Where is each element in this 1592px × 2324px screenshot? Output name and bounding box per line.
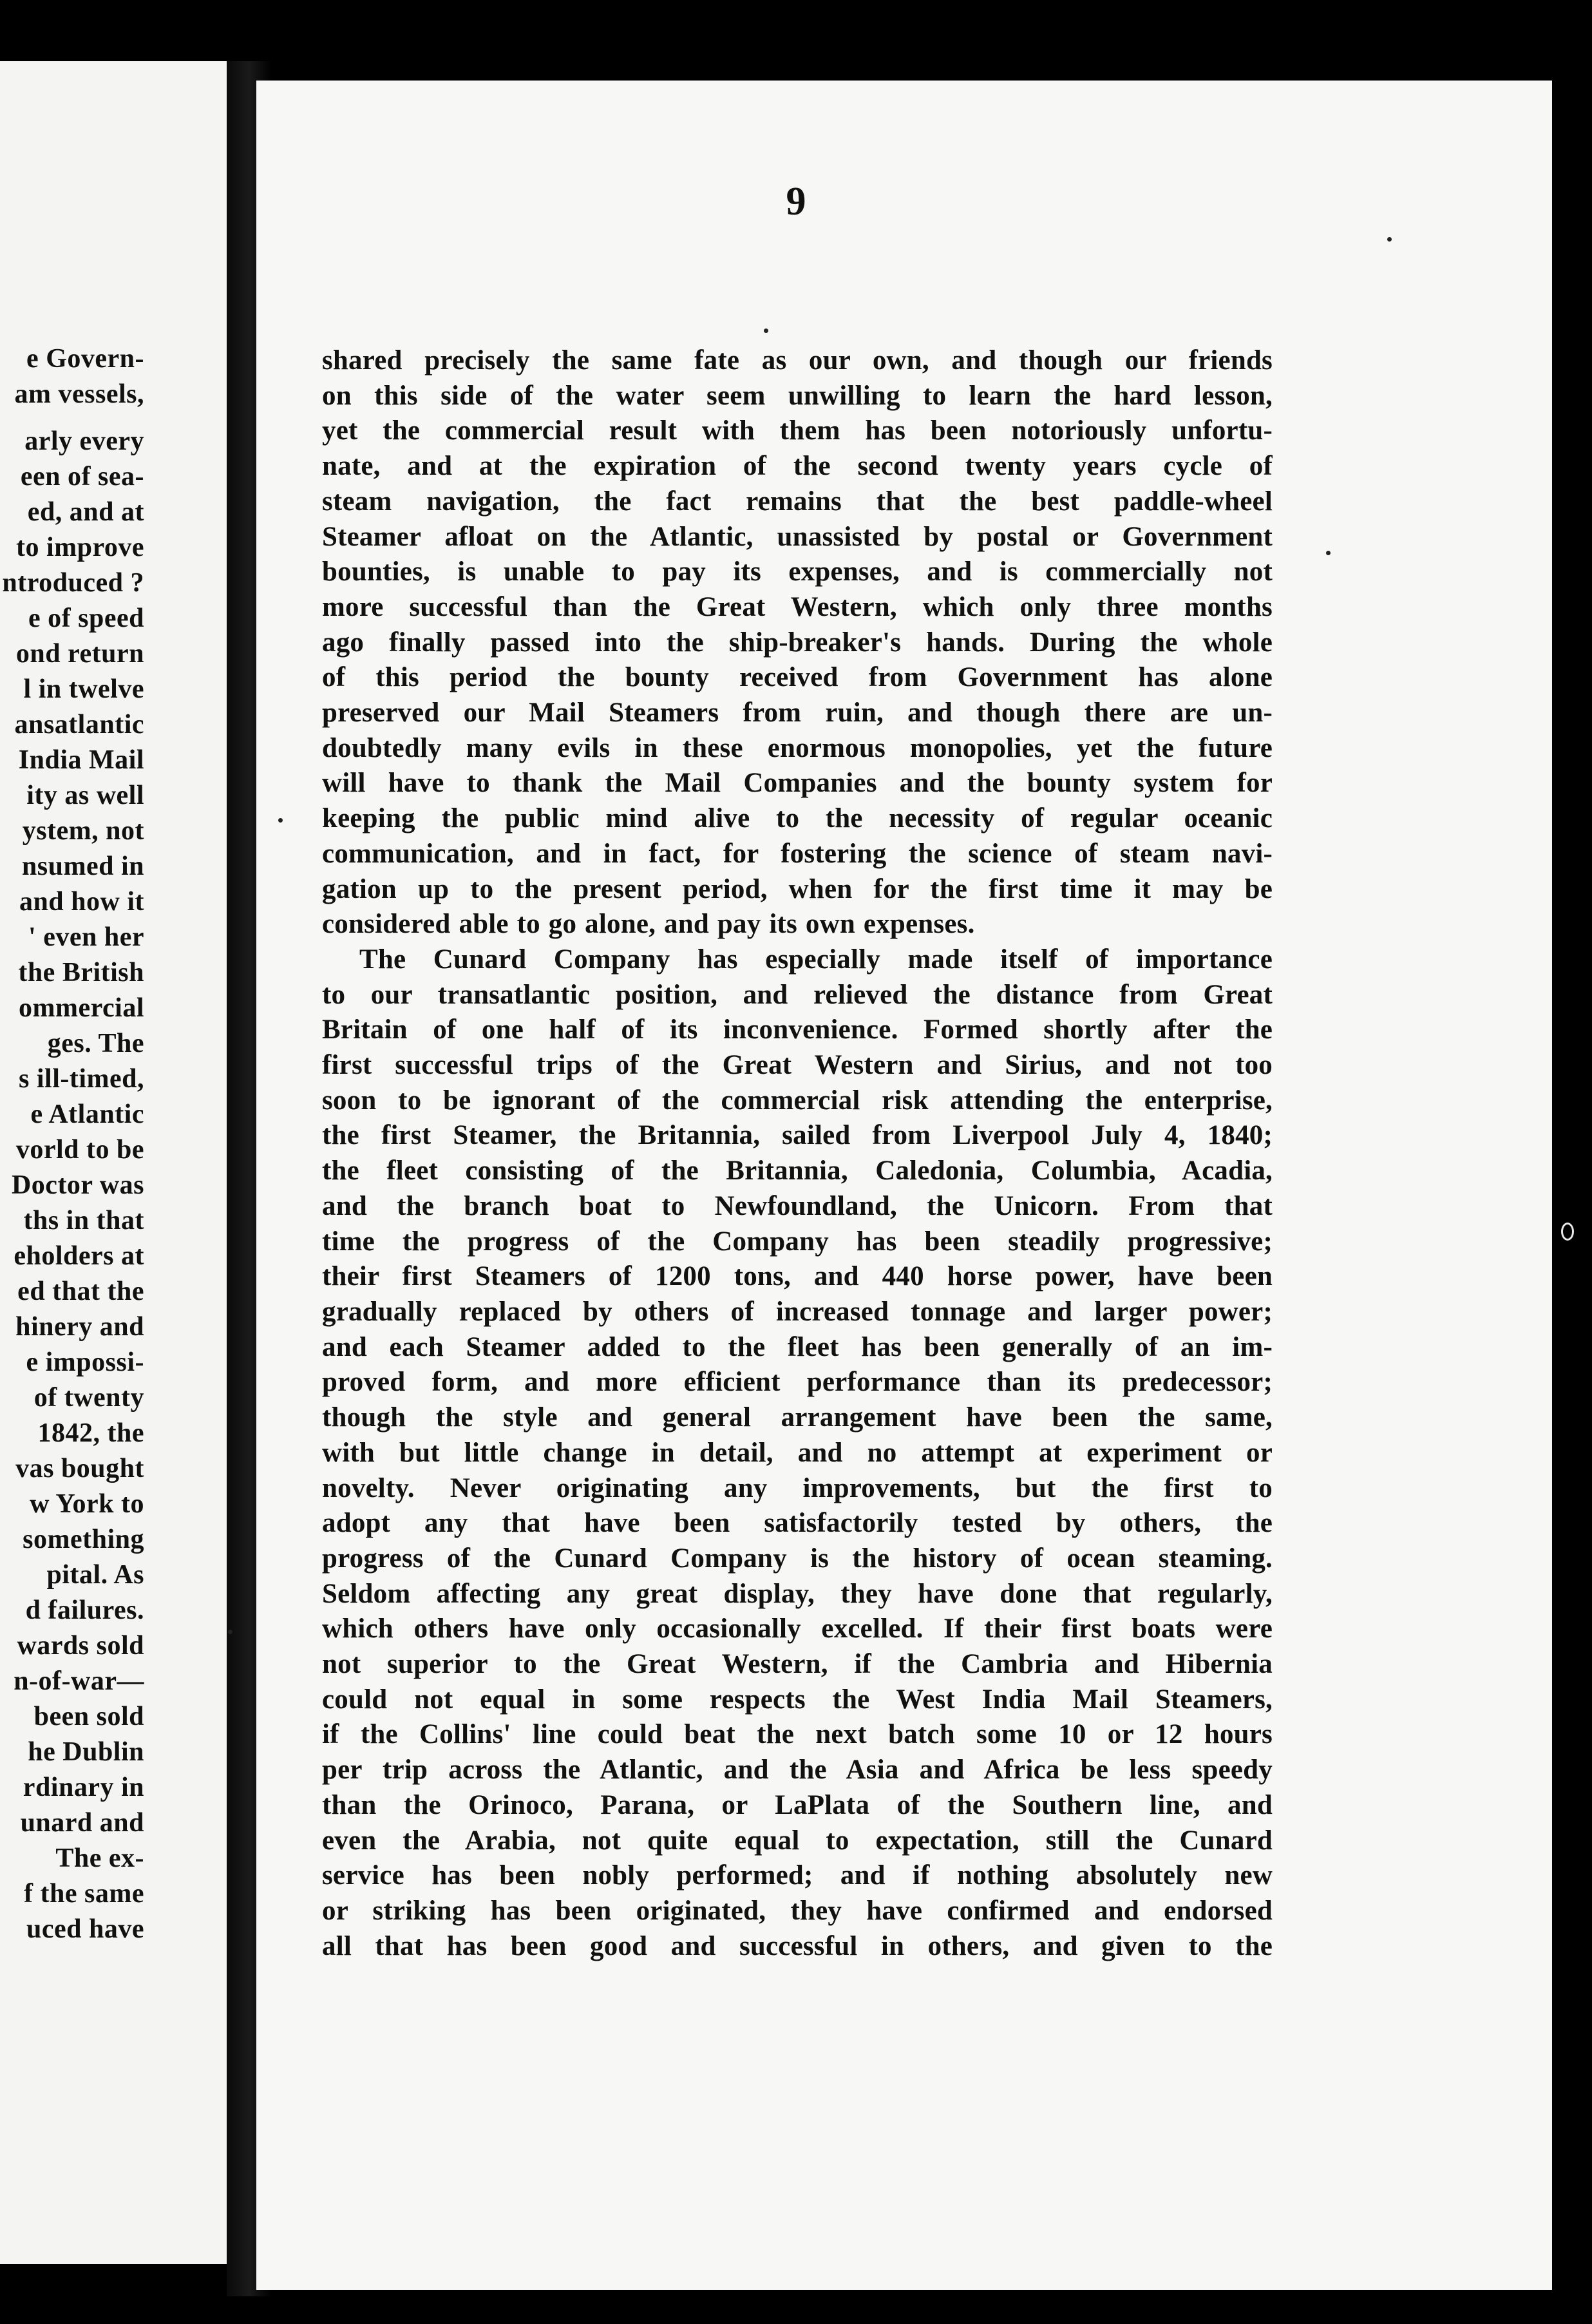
left-line: f the same: [24, 1879, 144, 1909]
left-line: eholders at: [14, 1241, 144, 1271]
left-line: arly every: [24, 426, 144, 456]
left-line: e impossi-: [26, 1348, 144, 1377]
text-line: progress of the Cunard Company is the history of ocean steaming.: [322, 1543, 1273, 1574]
left-line: something: [23, 1525, 144, 1554]
text-line: adopt any that have been satisfactorily tested by others, the: [322, 1508, 1273, 1539]
left-line: and how it: [19, 887, 144, 917]
text-line: Britain of one half of its inconvenience. Formed shortly after the: [322, 1014, 1273, 1045]
text-line: The Cunard Company has especially made itself of importance: [359, 944, 1273, 975]
left-line: been sold: [33, 1702, 144, 1731]
left-line: d failures.: [25, 1595, 144, 1625]
text-line: shared precisely the same fate as our own, and though our friends: [322, 345, 1273, 376]
left-line: India Mail: [18, 745, 144, 775]
left-line: ond return: [15, 639, 144, 669]
left-line: the British: [18, 958, 144, 987]
left-page-fragment: [0, 61, 227, 2264]
ink-speck: [278, 818, 283, 823]
left-line: e Govern-: [26, 344, 144, 374]
left-line: unard and: [20, 1808, 144, 1838]
text-line: soon to be ignorant of the commercial risk attending the enterprise,: [322, 1085, 1273, 1116]
left-line: vorld to be: [15, 1135, 144, 1165]
left-line: ntroduced ?: [2, 568, 144, 598]
left-line: ity as well: [26, 781, 144, 810]
text-line: gation up to the present period, when for the first time it may be: [322, 873, 1273, 904]
left-line: een of sea-: [20, 462, 144, 491]
left-line: ges. The: [47, 1029, 144, 1058]
left-line: he Dublin: [28, 1737, 144, 1767]
ink-speck: [1387, 237, 1392, 242]
text-line: novelty. Never originating any improvements, but the first to: [322, 1472, 1273, 1503]
text-line: to our transatlantic position, and relieved the distance from Great: [322, 979, 1273, 1010]
text-line: all that has been good and successful in others, and given to the: [322, 1930, 1273, 1961]
left-line: n-of-war—: [14, 1666, 144, 1696]
text-line: and the branch boat to Newfoundland, the Unicorn. From that: [322, 1190, 1273, 1221]
page-number: 9: [786, 180, 806, 224]
left-line: e Atlantic: [30, 1100, 144, 1129]
left-line: to improve: [15, 533, 144, 562]
text-line: and each Steamer added to the fleet has been generally of an im-: [322, 1331, 1273, 1362]
text-line: per trip across the Atlantic, and the Asia and Africa be less speedy: [322, 1755, 1273, 1786]
text-line: could not equal in some respects the West India Mail Steamers,: [322, 1684, 1273, 1715]
left-line: w York to: [30, 1489, 144, 1519]
left-line: of twenty: [33, 1383, 144, 1413]
text-line: bounties, is unable to pay its expenses, and is commercially not: [322, 557, 1273, 587]
text-line: even the Arabia, not quite equal to expectation, still the Cunard: [322, 1825, 1273, 1856]
text-line: nate, and at the expiration of the second twenty years cycle of: [322, 451, 1273, 482]
text-line: the fleet consisting of the Britannia, Caledonia, Columbia, Acadia,: [322, 1156, 1273, 1186]
left-line: pital. As: [46, 1560, 144, 1590]
text-line: not superior to the Great Western, if the Cambria and Hibernia: [322, 1649, 1273, 1680]
text-line: doubtedly many evils in these enormous monopolies, yet the future: [322, 732, 1273, 763]
binding-mark: [1561, 1223, 1574, 1241]
text-line: of this period the bounty received from Government has alone: [322, 662, 1273, 693]
text-line: than the Orinoco, Parana, or LaPlata of the Southern line, and: [322, 1789, 1273, 1820]
text-line: keeping the public mind alive to the necessity of regular oceanic: [322, 803, 1273, 834]
text-line: though the style and general arrangement have been the same,: [322, 1402, 1273, 1433]
text-line: first successful trips of the Great Western and Sirius, and not too: [322, 1050, 1273, 1081]
left-line: l in twelve: [23, 674, 144, 704]
left-line: 1842, the: [37, 1418, 144, 1448]
text-line: or striking has been originated, they have confirmed and endorsed: [322, 1895, 1273, 1926]
text-line: if the Collins' line could beat the next batch some 10 or 12 hours: [322, 1719, 1273, 1750]
left-line: ommercial: [19, 993, 144, 1023]
left-line: e of speed: [28, 604, 144, 633]
body-text: [322, 343, 1273, 1964]
left-line: ansatlantic: [14, 710, 144, 739]
left-line: ths in that: [23, 1206, 144, 1235]
text-line: Steamer afloat on the Atlantic, unassisted by postal or Government: [322, 521, 1273, 552]
left-line: am vessels,: [14, 379, 144, 409]
text-line: with but little change in detail, and no attempt at experiment or: [322, 1437, 1273, 1468]
left-line: uced have: [26, 1914, 144, 1944]
ink-speck: [764, 329, 768, 333]
text-line: will have to thank the Mail Companies and the bounty system for: [322, 768, 1273, 799]
left-line: ed that the: [17, 1277, 144, 1306]
text-line: communication, and in fact, for fostering the science of steam navi-: [322, 838, 1273, 869]
left-line: vas bought: [15, 1454, 144, 1483]
text-line: on this side of the water seem unwilling to learn the hard lesson,: [322, 380, 1273, 411]
left-line: ed, and at: [27, 497, 144, 527]
text-line: proved form, and more efficient performance than its predecessor;: [322, 1367, 1273, 1398]
left-line: rdinary in: [23, 1773, 144, 1802]
text-line: ago finally passed into the ship-breaker's hands. During the whole: [322, 627, 1273, 658]
left-line: The ex-: [55, 1843, 144, 1873]
left-line: ' even her: [28, 922, 144, 952]
text-line: preserved our Mail Steamers from ruin, and though there are un-: [322, 698, 1273, 729]
text-line: the first Steamer, the Britannia, sailed from Liverpool July 4, 1840;: [322, 1120, 1273, 1151]
text-line: steam navigation, the fact remains that the best paddle-wheel: [322, 486, 1273, 517]
left-line: hinery and: [15, 1312, 144, 1342]
left-line: ystem, not: [22, 816, 144, 846]
text-line: Seldom affecting any great display, they have done that regularly,: [322, 1578, 1273, 1609]
text-line: time the progress of the Company has been steadily progressive;: [322, 1226, 1273, 1257]
text-line: their first Steamers of 1200 tons, and 440 horse power, have been: [322, 1261, 1273, 1292]
text-line: gradually replaced by others of increased tonnage and larger power;: [322, 1296, 1273, 1327]
text-line: service has been nobly performed; and if nothing absolutely new: [322, 1860, 1273, 1891]
text-line: considered able to go alone, and pay its own expenses.: [322, 909, 975, 940]
left-line: Doctor was: [11, 1170, 144, 1200]
text-line: yet the commercial result with them has been notoriously unfortu-: [322, 415, 1273, 446]
left-line: wards sold: [17, 1631, 144, 1661]
ink-speck: [1326, 551, 1331, 555]
left-page-text: [0, 341, 144, 1947]
left-line: nsumed in: [21, 852, 144, 881]
ink-speck: [228, 1630, 232, 1634]
text-line: which others have only occasionally excelled. If their first boats were: [322, 1614, 1273, 1644]
left-line: s ill-timed,: [19, 1064, 144, 1094]
text-line: more successful than the Great Western, which only three months: [322, 591, 1273, 622]
